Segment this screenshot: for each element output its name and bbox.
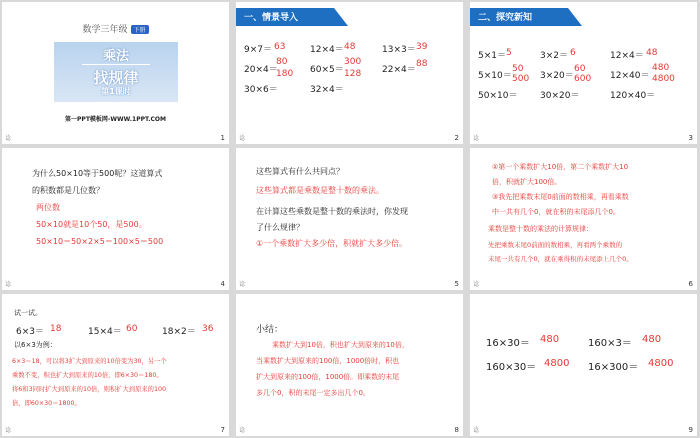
slide-number: 1 [220, 134, 225, 142]
equation: 30×20＝ [540, 91, 580, 101]
answer: 500 [512, 74, 530, 84]
answer: 480 [642, 334, 662, 345]
section-banner [236, 2, 463, 24]
question-line: 的积数都是几位数？ [32, 186, 104, 195]
answer: 60 [126, 324, 138, 334]
slide-footer-mark: 谂 [239, 281, 246, 288]
site-watermark: 第一PPT模板网-WWW.1PPT.COM [65, 116, 166, 123]
summary-line: 当乘数扩大到原来的100倍，1000倍时，积也 [256, 357, 400, 365]
equation: 160×3＝ [588, 338, 632, 349]
lesson-title: 找规律 [93, 69, 139, 87]
grade-tag: 下册 [131, 25, 149, 34]
slide-footer-mark: 谂 [239, 427, 246, 434]
slide-thumbnail-1[interactable] [2, 2, 229, 144]
summary-title: 小结： [256, 325, 284, 335]
rule-line: 末尾一共有几个0，就在乘得积的末尾添上几个0。 [488, 255, 633, 263]
question-line: 这些算式有什么共同点？ [256, 167, 344, 176]
equation: 6×3＝ [16, 327, 44, 337]
slide-thumbnail-2[interactable] [236, 2, 463, 144]
slide-number: 3 [688, 134, 693, 142]
rule-line: ③我先把乘数末尾0前面的数相乘，再看乘数 [492, 193, 629, 201]
answer: 48 [344, 42, 356, 52]
answer-line: ①一个乘数扩大多少倍，积就扩大多少倍。 [256, 239, 408, 248]
answer: 6 [570, 48, 576, 58]
slide-number: 5 [454, 280, 459, 288]
slide-number: 8 [454, 426, 459, 434]
title-panel [54, 42, 178, 102]
equation: 16×300＝ [588, 362, 639, 373]
answer: 88 [416, 59, 428, 69]
subject-title: 数学三年级 下册 [2, 22, 229, 35]
slide-thumbnail-5[interactable] [236, 148, 463, 290]
slide-number: 9 [688, 426, 693, 434]
answer: 480 [540, 334, 560, 345]
answer-line: 两位数 [36, 203, 60, 212]
summary-line: 多几个0，积的末尾一定多出几个0。 [256, 389, 370, 397]
equation: 30×6＝ [244, 85, 278, 95]
section-banner [470, 2, 697, 24]
rule-line: ②第一个乘数扩大10倍，第二个乘数扩大10 [492, 163, 629, 171]
equation: 13×3＝ [382, 45, 416, 55]
intro-label: 试一试。 [14, 309, 42, 317]
equation: 3×2＝ [540, 51, 568, 61]
answer: 300 [344, 57, 362, 67]
explanation-line: 乘数不变，积也扩大到原来的10倍，即6×30＝180。 [12, 372, 163, 379]
equation: 12×4＝ [610, 51, 644, 61]
slide-number: 2 [454, 134, 459, 142]
answer-line: 50×10＝50×2×5＝100×5＝500 [36, 237, 164, 246]
answer-line: 这些算式都是乘数是整十数的乘法。 [256, 186, 384, 195]
answer: 5 [506, 48, 512, 58]
answer: 180 [276, 69, 294, 79]
answer: 60 [574, 64, 586, 74]
equation: 5×1＝ [478, 51, 506, 61]
equation: 50×10＝ [478, 91, 518, 101]
slide-number: 7 [220, 426, 225, 434]
equation: 12×40＝ [610, 71, 650, 81]
example-label: 以6×3为例： [14, 341, 57, 349]
answer: 4800 [648, 358, 674, 369]
explanation-line: 将6和3同时扩大到原来的10倍，则积扩大到原来的100 [12, 386, 166, 393]
slide-footer-mark: 谂 [473, 281, 480, 288]
slide-thumbnail-3[interactable] [470, 2, 697, 144]
answer: 39 [416, 42, 428, 52]
equation: 60×5＝ [310, 65, 344, 75]
slide-number: 6 [688, 280, 693, 288]
slide-footer-mark: 谂 [5, 135, 12, 142]
slide-thumbnail-8[interactable] [236, 294, 463, 436]
slide-thumbnail-6[interactable] [470, 148, 697, 290]
answer: 18 [50, 324, 62, 334]
slide-thumbnail-4[interactable] [2, 148, 229, 290]
question-line: 在计算这些乘数是整十数的乘法时，你发现 [256, 207, 408, 216]
rule-line: 倍，积就扩大100倍。 [492, 178, 562, 186]
question-line: 了什么规律？ [256, 223, 304, 232]
equation: 18×2＝ [162, 327, 196, 337]
equation: 32×4＝ [310, 85, 344, 95]
equation: 160×30＝ [486, 362, 537, 373]
summary-line: 扩大到原来的100倍，1000倍。即乘数的末尾 [256, 373, 400, 381]
slide-footer-mark: 谂 [239, 135, 246, 142]
answer: 4800 [652, 74, 675, 84]
rule-title: 乘数是整十数的乘法的计算规律： [488, 225, 593, 233]
equation: 120×40＝ [610, 91, 656, 101]
answer: 480 [652, 63, 670, 73]
section-title: 一、情景导入 [244, 13, 299, 23]
equation: 9×7＝ [244, 45, 272, 55]
slide-thumbnail-7[interactable] [2, 294, 229, 436]
answer: 48 [646, 48, 658, 58]
explanation-line: 倍，即60×30＝1800。 [12, 400, 81, 407]
answer: 50 [512, 64, 524, 74]
explanation-line: 6×3＝18，可以将3扩大到原来的10倍变为30，另一个 [12, 358, 167, 365]
slide-footer-mark: 谂 [473, 427, 480, 434]
rule-line: 中一共有几个0，就在积的末尾添几个0。 [492, 208, 620, 216]
rule-line: 先把乘数末尾0前面的数相乘，再看两个乘数的 [488, 241, 623, 249]
answer: 600 [574, 74, 592, 84]
answer: 36 [202, 324, 214, 334]
summary-line: 乘数扩大到10倍，积也扩大到原来的10倍， [272, 341, 409, 349]
section-title: 二、探究新知 [478, 13, 533, 23]
equation: 20×4＝ [244, 65, 278, 75]
answer: 80 [276, 57, 288, 67]
slide-footer-mark: 谂 [473, 135, 480, 142]
equation: 16×30＝ [486, 338, 530, 349]
answer: 4800 [544, 358, 570, 369]
period-label: 第1课时 [101, 87, 131, 96]
equation: 15×4＝ [88, 327, 122, 337]
answer: 63 [274, 42, 286, 52]
slide-thumbnail-9[interactable] [470, 294, 697, 436]
slide-footer-mark: 谂 [5, 427, 12, 434]
divider [82, 64, 150, 65]
equation: 12×4＝ [310, 45, 344, 55]
question-line: 为什么50×10等于500呢？这道算式 [32, 169, 163, 178]
slide-footer-mark: 谂 [5, 281, 12, 288]
unit-title: 乘法 [102, 49, 129, 64]
slide-number: 4 [220, 280, 225, 288]
answer-line: 50×10就是10个50，是500。 [36, 220, 147, 229]
equation: 3×20＝ [540, 71, 574, 81]
equation: 5×10＝ [478, 71, 512, 81]
equation: 22×4＝ [382, 65, 416, 75]
answer: 128 [344, 69, 362, 79]
